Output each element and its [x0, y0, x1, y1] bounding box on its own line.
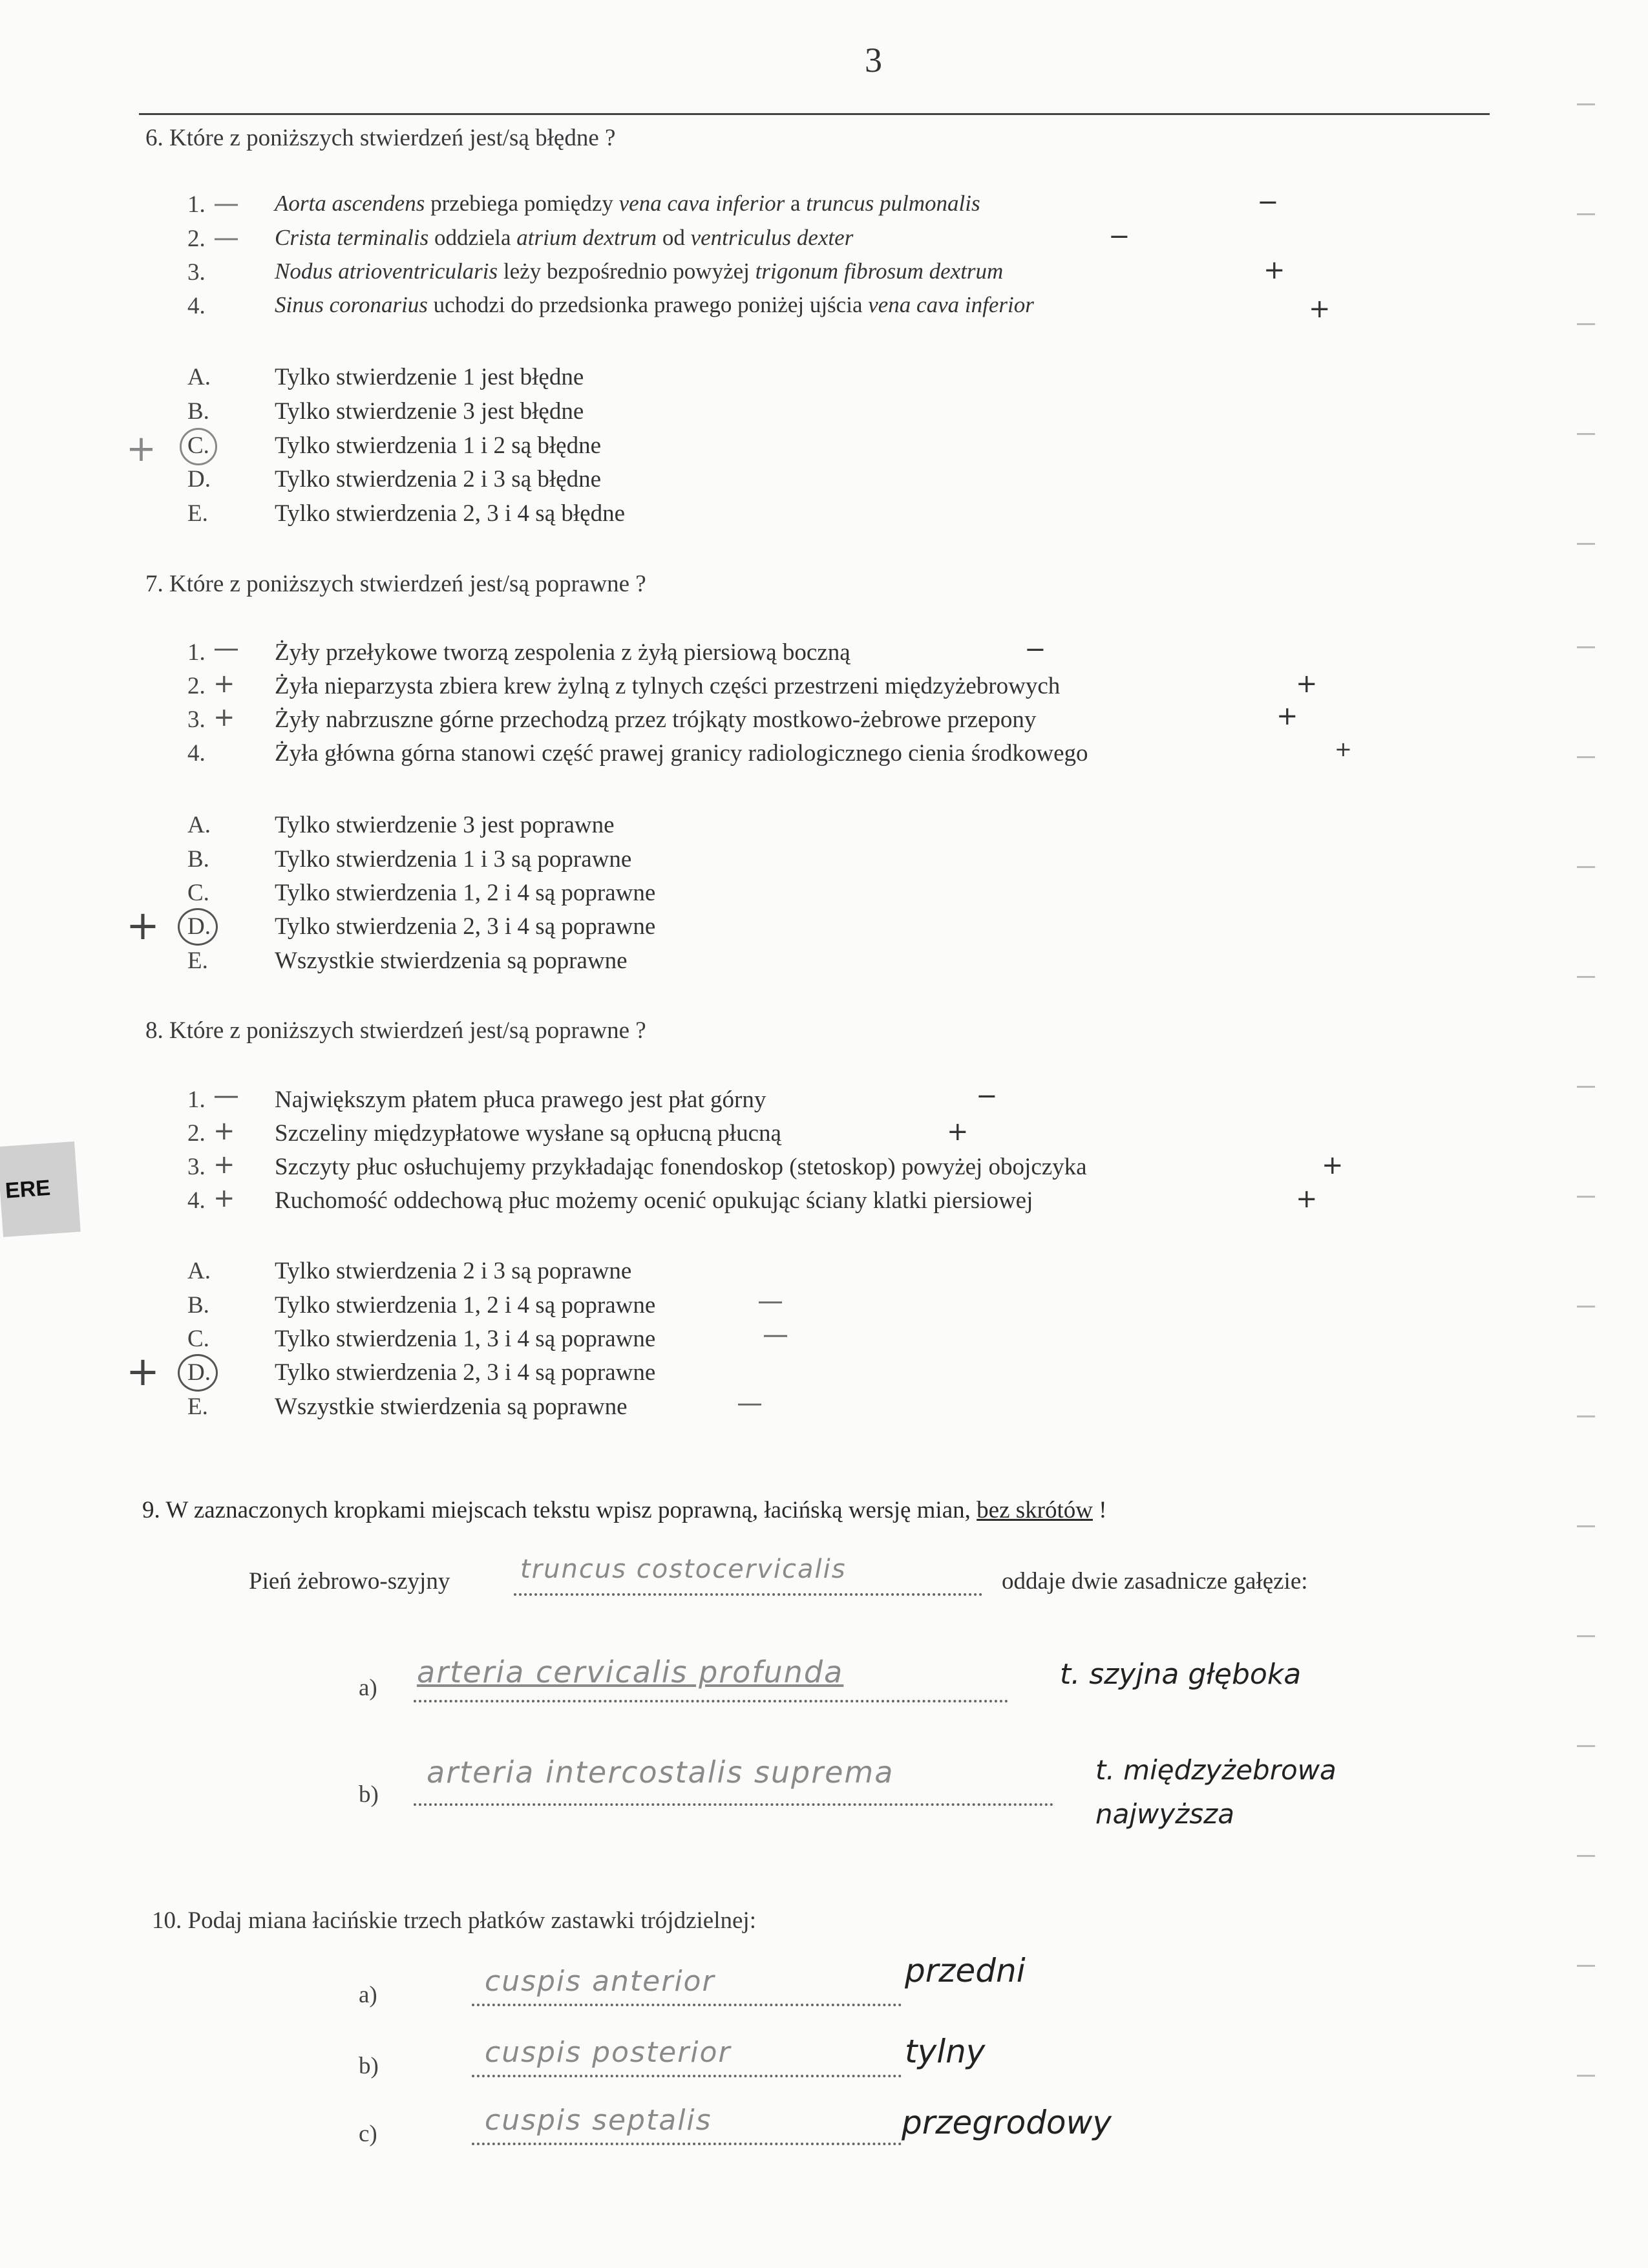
q10-item-label: b) [359, 2053, 379, 2079]
q6-option-text: Tylko stwierdzenia 1 i 2 są błędne [275, 432, 601, 459]
q6-option-letter: B. [187, 398, 209, 425]
q7-option-letter: E. [187, 948, 208, 974]
q6-s4-part: Sinus coronarius [275, 292, 428, 317]
q8-option-text: Tylko stwierdzenia 2 i 3 są poprawne [275, 1258, 632, 1284]
q8-option-text: Tylko stwierdzenia 1, 2 i 4 są poprawne [275, 1292, 656, 1319]
q8-option-letter: E. [187, 1394, 208, 1420]
q9-question-underlined: bez skrótów [977, 1497, 1093, 1523]
side-tab-text: ERE [4, 1175, 52, 1203]
q9-question [142, 1496, 1107, 1524]
q8-statement-text: Największym płatem płuca prawego jest płat górny [275, 1086, 766, 1113]
q10-a-blank [472, 2004, 902, 2006]
q6-statement-num: 4. [187, 293, 206, 319]
q6-s2-part: Crista terminalis [275, 225, 429, 250]
q7-option-letter: B. [187, 846, 209, 873]
q7-statement-text: Żyła nieparzysta zbiera krew żylną z tylnych części przestrzeni międzyżebrowych [275, 673, 1061, 699]
header-rule [139, 113, 1490, 115]
q6-s2-part: atrium dextrum [516, 225, 657, 250]
q6-statement-1 [275, 191, 980, 217]
q7-s2-mark: + [1296, 669, 1318, 699]
q9-b-note: t. międzyżebrowa najwyższa [1095, 1754, 1336, 1830]
q9-b-blank [414, 1803, 1053, 1806]
q10-b-note: tylny [905, 2033, 986, 2070]
q7-option-text: Tylko stwierdzenia 1 i 3 są poprawne [275, 846, 632, 873]
q6-statement-2 [275, 225, 853, 251]
side-tab [0, 1141, 81, 1237]
margin-tick [1577, 1306, 1595, 1308]
q6-s4-part: uchodzi do przedsionka prawego poniżej ujścia [427, 292, 869, 317]
margin-tick [1577, 1086, 1595, 1088]
margin-tick [1577, 433, 1595, 435]
margin-tick [1577, 1635, 1595, 1637]
q8-option-letter: C. [187, 1326, 209, 1352]
q7-statement-text: Żyły nabrzuszne górne przechodzą przez trójkąty mostkowo-żebrowe przepony [275, 706, 1037, 733]
q7-option-letter: D. [187, 913, 211, 940]
q10-question: 10. Podaj miana łacińskie trzech płatków zastawki trójdzielnej: [152, 1907, 756, 1934]
q8-option-letter: A. [187, 1258, 211, 1284]
q8-option-text: Tylko stwierdzenia 1, 3 i 4 są poprawne [275, 1326, 656, 1352]
q6-s1-part: truncus pulmonalis [806, 191, 980, 216]
q6-s3-mark: + [1263, 255, 1285, 285]
margin-tick [1577, 213, 1595, 215]
q7-statement-num: 1. [187, 639, 206, 666]
q6-question: 6. Które z poniższych stwierdzeń jest/są błędne ? [145, 125, 616, 151]
q8-statement-num: 1. [187, 1086, 206, 1113]
q8-question: 8. Które z poniższych stwierdzeń jest/są poprawne ? [145, 1017, 646, 1044]
q8-plus-mark: + [213, 1150, 235, 1180]
q7-s3-mark: + [1276, 701, 1298, 731]
q7-option-letter: A. [187, 812, 211, 838]
q6-option-letter: D. [187, 466, 211, 493]
margin-tick [1577, 323, 1595, 325]
q6-dash-mark: — [213, 223, 239, 253]
q6-option-text: Tylko stwierdzenia 2, 3 i 4 są błędne [275, 500, 625, 527]
q6-s2-part: oddziela [428, 225, 517, 250]
q7-option-text: Tylko stwierdzenia 2, 3 i 4 są poprawne [275, 913, 656, 940]
q10-item-label: a) [359, 1982, 377, 2008]
margin-tick [1577, 756, 1595, 758]
q6-statement-3 [275, 259, 1003, 284]
q7-statement-text: Żyła główna górna stanowi część prawej granicy radiologicznego cienia środkowego [275, 740, 1088, 767]
q7-statement-text: Żyły przełykowe tworzą zespolenia z żyłą piersiową boczną [275, 639, 850, 666]
margin-tick [1577, 646, 1595, 648]
margin-tick [1577, 1855, 1595, 1857]
q6-s1-part: przebiega pomiędzy [425, 191, 619, 216]
q9-question-text: 9. W zaznaczonych kropkami miejscach tekstu wpisz poprawną, łacińską wersję mian, [142, 1497, 977, 1523]
q6-s1-mark: − [1257, 187, 1279, 217]
q10-a-note: przedni [905, 1952, 1026, 1989]
q7-answer-mark: + [126, 902, 160, 949]
q7-option-text: Tylko stwierdzenia 1, 2 i 4 są poprawne [275, 880, 656, 906]
q8-statement-num: 2. [187, 1120, 206, 1147]
q7-statement-num: 2. [187, 673, 206, 699]
q6-s1-part: a [785, 191, 807, 216]
q7-statement-num: 3. [187, 706, 206, 733]
q10-a-answer[interactable]: cuspis anterior [485, 1965, 715, 1998]
q8-statement-text: Ruchomość oddechową płuc możemy ocenić opukując ściany klatki piersiowej [275, 1187, 1033, 1214]
q8-option-letter: B. [187, 1292, 209, 1319]
q7-plus-mark: + [213, 669, 235, 699]
q9-a-note: t. szyjna głęboka [1060, 1658, 1302, 1691]
margin-tick [1577, 866, 1595, 868]
q6-option-text: Tylko stwierdzenia 2 i 3 są błędne [275, 466, 601, 493]
q7-option-text: Wszystkie stwierdzenia są poprawne [275, 948, 628, 974]
q6-s4-mark: + [1309, 294, 1331, 324]
margin-tick [1577, 103, 1595, 105]
q6-s4-part: vena cava inferior [868, 292, 1034, 317]
q7-s4-mark: + [1335, 737, 1352, 761]
q6-s2-part: ventriculus dexter [690, 225, 854, 250]
q7-statement-num: 4. [187, 740, 206, 767]
q10-c-note: przegrodowy [902, 2104, 1112, 2141]
q7-option-letter: C. [187, 880, 209, 906]
margin-tick [1577, 543, 1595, 545]
q8-plus-mark: + [213, 1116, 235, 1146]
q9-question-end: ! [1092, 1497, 1107, 1523]
q8-statement-text: Szczyty płuc osłuchujemy przykładając fonendoskop (stetoskop) powyżej obojczyka [275, 1154, 1087, 1180]
q6-statement-4 [275, 292, 1034, 318]
q7-option-text: Tylko stwierdzenie 3 jest poprawne [275, 812, 615, 838]
q9-a-answer[interactable]: arteria cervicalis profunda [417, 1655, 844, 1690]
q6-s3-part: leży bezpośrednio powyżej [498, 259, 755, 284]
q8-statement-num: 3. [187, 1154, 206, 1180]
q7-question: 7. Które z poniższych stwierdzeń jest/są poprawne ? [145, 571, 646, 597]
q8-strike-mark: — [737, 1388, 763, 1418]
margin-tick [1577, 1745, 1595, 1747]
q9-b-answer[interactable]: arteria intercostalis suprema [427, 1755, 894, 1790]
margin-tick [1577, 976, 1595, 978]
q9-item-label: b) [359, 1781, 379, 1808]
q6-option-letter: E. [187, 500, 208, 527]
q6-statement-num: 2. [187, 226, 206, 252]
q8-s4-mark: + [1296, 1184, 1318, 1214]
q8-s2-mark: + [947, 1117, 969, 1147]
q9-a-blank [414, 1700, 1008, 1702]
q6-s1-part: Aorta ascendens [275, 191, 425, 216]
q7-dash-mark: — [213, 633, 239, 663]
margin-tick [1577, 1196, 1595, 1198]
q10-c-answer[interactable]: cuspis septalis [485, 2104, 712, 2137]
q6-s3-part: Nodus atrioventricularis [275, 259, 498, 284]
q6-option-text: Tylko stwierdzenie 1 jest błędne [275, 364, 584, 390]
q8-s1-mark: − [976, 1081, 998, 1111]
q6-dash-mark: — [213, 189, 239, 218]
q9-tail: oddaje dwie zasadnicze gałęzie: [1002, 1568, 1308, 1595]
q6-statement-num: 1. [187, 191, 206, 218]
q8-answer-mark: + [126, 1348, 160, 1395]
q8-statement-text: Szczeliny międzypłatowe wysłane są opłucną płucną [275, 1120, 781, 1147]
margin-tick [1577, 1965, 1595, 1967]
q7-s1-mark: − [1024, 635, 1046, 664]
margin-tick [1577, 1415, 1595, 1417]
q6-answer-mark: + [126, 428, 156, 470]
q7-plus-mark: + [213, 703, 235, 732]
q8-strike-mark: — [763, 1320, 788, 1350]
q6-s1-part: vena cava inferior [618, 191, 785, 216]
q6-s2-part: od [657, 225, 691, 250]
q10-item-label: c) [359, 2121, 377, 2147]
q9-item-label: a) [359, 1675, 377, 1701]
margin-tick [1577, 1525, 1595, 1527]
q8-plus-mark: + [213, 1183, 235, 1213]
q8-option-text: Wszystkie stwierdzenia są poprawne [275, 1394, 628, 1420]
q9-lead: Pień żebrowo-szyjny [249, 1568, 450, 1595]
q8-statement-num: 4. [187, 1187, 206, 1214]
q6-s3-part: trigonum fibrosum dextrum [755, 259, 1004, 284]
q8-s3-mark: + [1322, 1150, 1344, 1180]
q8-strike-mark: — [757, 1286, 783, 1316]
q10-b-answer[interactable]: cuspis posterior [485, 2036, 732, 2069]
q6-option-text: Tylko stwierdzenie 3 jest błędne [275, 398, 584, 425]
q6-s2-mark: − [1108, 222, 1130, 251]
q10-b-blank [472, 2075, 902, 2077]
q10-c-blank [472, 2143, 902, 2145]
page-number: 3 [865, 41, 882, 79]
margin-tick [1577, 2075, 1595, 2077]
q9-lead-answer[interactable]: truncus costocervicalis [520, 1554, 847, 1584]
q8-option-letter: D. [187, 1359, 211, 1386]
q6-statement-num: 3. [187, 259, 206, 286]
q8-dash-mark: — [213, 1081, 239, 1110]
q8-option-text: Tylko stwierdzenia 2, 3 i 4 są poprawne [275, 1359, 656, 1386]
q6-option-letter: C. [187, 432, 209, 459]
q6-option-letter: A. [187, 364, 211, 390]
q9-lead-blank [514, 1593, 982, 1596]
